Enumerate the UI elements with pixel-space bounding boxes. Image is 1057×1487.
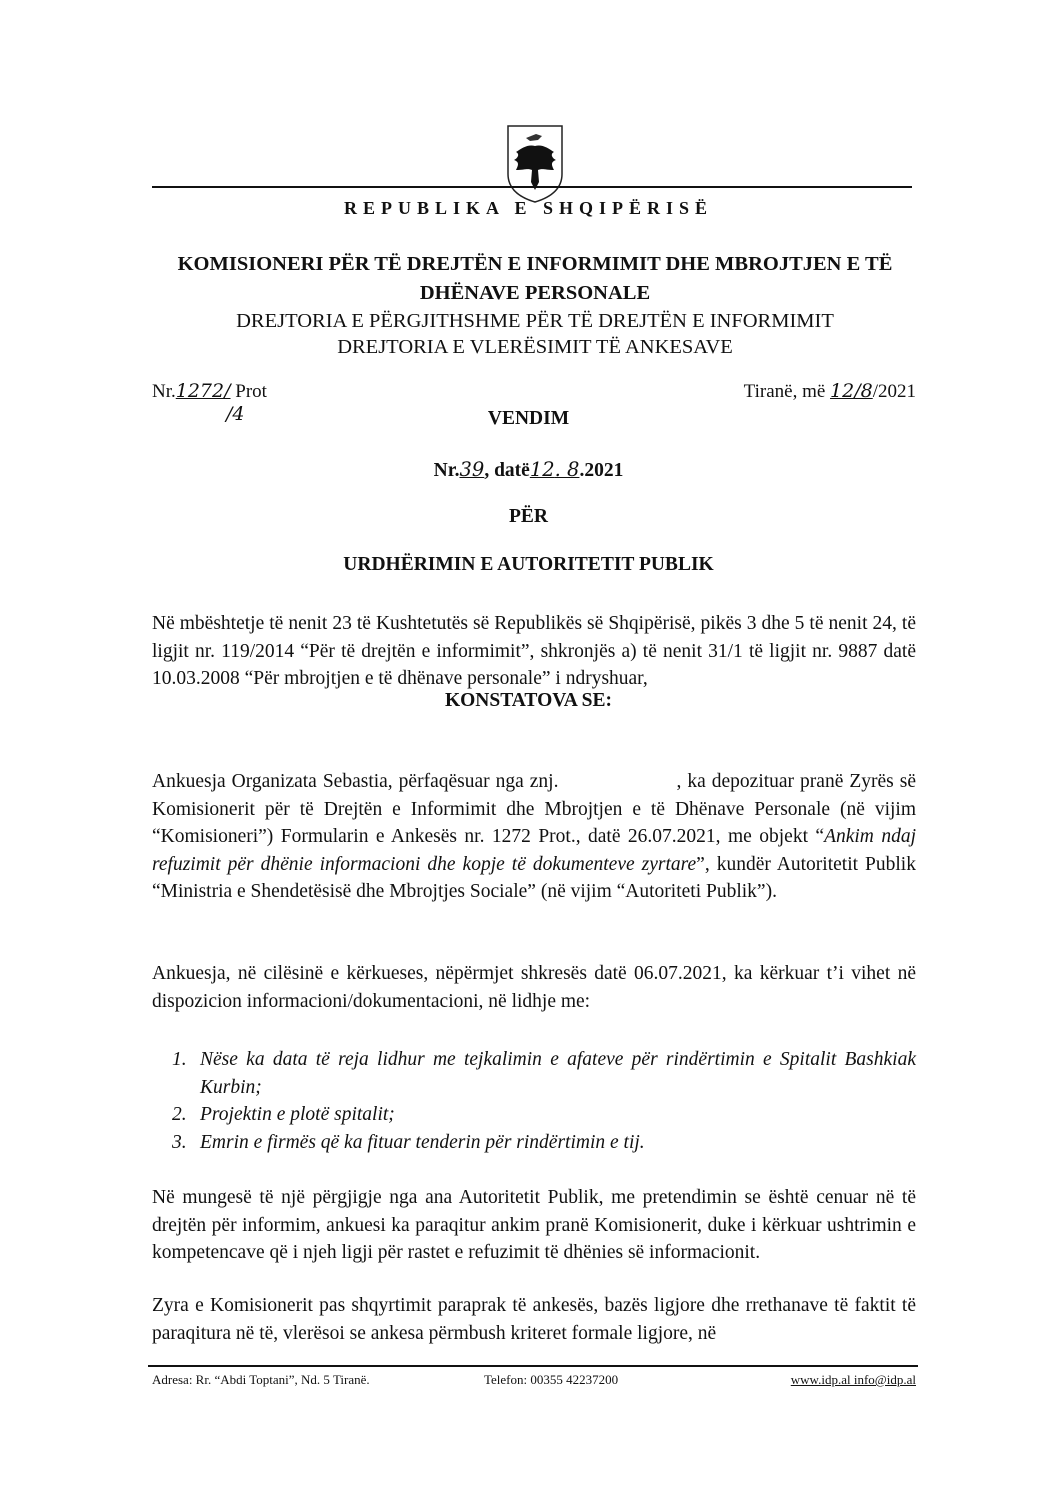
header-divider xyxy=(152,186,912,188)
no-response-paragraph: Në mungesë të një përgjigje nga ana Autoritetit Publik, me pretendimin se është cenuar në të drejtën për informim, ankuesi ka paraqitur ankim pranë Komisionerit, duke i kërkuar ushtrimin e kompetencave që i njeh ligji për rastet e refuzimit të dhënies së informacionit. xyxy=(152,1187,916,1263)
assessment-paragraph: Zyra e Komisionerit pas shqyrtimit paraprak të ankesës, bazës ligjore dhe rrethanave të faktit të paraqitura në të, vlerësoi se ankesa përmbush kriteret formale ligjore, në xyxy=(152,1295,916,1344)
decision-title: VENDIM xyxy=(487,408,570,429)
decision-per: PËR xyxy=(509,506,548,527)
requested-items-list xyxy=(172,1046,916,1156)
footer-address: Adresa: Rr. “Abdi Toptani”, Nd. 5 Tiranë. xyxy=(152,1372,370,1387)
complaint-paragraph: Ankuesja Organizata Sebastia, përfaqësuar nga znj. , ka depozituar pranë Zyrës së Komisionerit për të Drejtën e Informimit dhe Mbrojtjen e të Dhënave Personale (në vijim “Komisioneri”) Formularin e Ankesës nr. 1272 Prot., datë 26.07.2021, me objekt “Ankim ndaj refuzimit për dhënie informacioni dhe kopje të dokumenteve zyrtare”, kundër Autoritetit Publik “Ministria e Shendetësisë dhe Mbrojtjes Sociale” (në vijim “Autoriteti Publik”). xyxy=(152,771,916,902)
institution-heading: KOMISIONERI PËR TË DREJTËN E INFORMIMIT DHE MBROJTJEN E TË DHËNAVE PERSONALE xyxy=(177,253,893,304)
directorate-general: DREJTORIA E PËRGJITHSHME PËR TË DREJTËN E INFORMIMIT xyxy=(236,310,834,332)
protocol-number-handwritten: 1272/ xyxy=(175,380,231,402)
coat-of-arms-icon xyxy=(504,124,566,204)
protocol-number: Nr.1272/ Prot /4 xyxy=(152,380,267,425)
list-item: 3. Emrin e firmës që ka fituar tenderin për rindërtimin e tij. xyxy=(172,1131,645,1153)
directorate: DREJTORIA E VLERËSIMIT TË ANKESAVE xyxy=(337,336,733,358)
decision-number-date: Nr.39, datë12. 8.2021 xyxy=(433,458,624,481)
findings-heading: KONSTATOVA SE: xyxy=(444,690,613,711)
footer-phone: Telefon: 00355 42237200 xyxy=(484,1372,619,1387)
place-date: Tiranë, më 12/8/2021 xyxy=(743,380,916,402)
footer-divider xyxy=(148,1365,918,1367)
republic-heading: REPUBLIKA E SHQIPËRISË xyxy=(343,198,714,218)
list-item: 1. Nëse ka data të reja lidhur me tejkalimin e afateve për rindërtimin e Spitalit Bashkiak Kurbin; xyxy=(172,1049,916,1098)
request-paragraph: Ankuesja, në cilësinë e kërkueses, nëpërmjet shkresës datë 06.07.2021, ka kërkuar t’i vihet në dispozicion informacioni/dokumentacioni, në lidhje me: xyxy=(152,963,916,1012)
legal-basis-paragraph: Në mbështetje të nenit 23 të Kushtetutës së Republikës së Shqipërisë, pikës 3 dhe 5 të nenit 24, të ligjit nr. 119/2014 “Për të drejtën e informimit”, shkronjës a) të nenit 31/1 të ligjit nr. 9887 datë 10.03.2008 “Për mbrojtjen e të dhënave personale” i ndryshuar, xyxy=(152,613,916,689)
decision-subject: URDHËRIMIN E AUTORITETIT PUBLIK xyxy=(343,554,714,575)
list-item: 2. Projektin e plotë spitalit; xyxy=(172,1104,395,1125)
footer-web-link[interactable]: www.idp.al info@idp.al xyxy=(790,1372,916,1387)
protocol-sub: /4 xyxy=(226,403,245,425)
